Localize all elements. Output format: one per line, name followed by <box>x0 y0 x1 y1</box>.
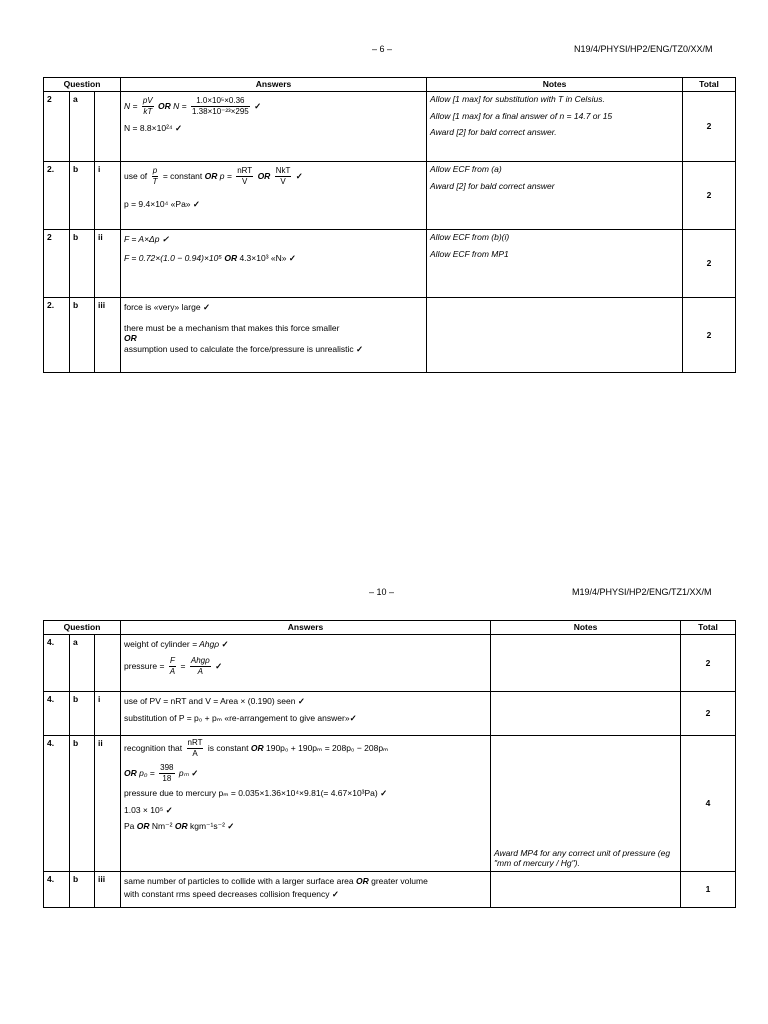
header-notes: Notes <box>427 78 683 92</box>
page-number: – 10 – <box>369 587 395 597</box>
check-mark-icon: ✓ <box>254 100 262 111</box>
question-subpart <box>95 92 121 162</box>
notes-cell: Allow [1 max] for substitution with T in Celsius. Allow [1 max] for a final answer of n = 14.7 or 15 Award [2] for bald correct answer. <box>427 92 683 162</box>
fraction: $\frac{\text{1.0×10⁵×0.36}}{\text{1.38×10⁻²³×295}}$ <box>192 96 249 116</box>
header-answers: Answers <box>121 78 427 92</box>
question-number: 4. <box>44 872 70 908</box>
total-marks: 2 <box>681 635 736 692</box>
notes-cell <box>491 635 681 692</box>
check-mark-icon: ✓ <box>191 767 199 778</box>
check-mark-icon: ✓ <box>161 234 169 244</box>
table-row <box>44 162 736 230</box>
table-row <box>44 736 736 872</box>
check-mark-icon: ✓ <box>202 302 211 312</box>
table-row <box>44 298 736 373</box>
total-marks: 2 <box>681 692 736 736</box>
table-row <box>44 872 736 908</box>
check-mark-icon: ✓ <box>165 804 173 815</box>
question-part: b <box>70 230 95 298</box>
question-subpart: iii <box>95 298 121 373</box>
question-subpart: ii <box>95 230 121 298</box>
notes-cell <box>427 298 683 373</box>
answer-cell: N = $\frac{pV}{kT}$ OR N = $\frac{\text{1.0×10⁵×0.36}}{\text{1.38×10⁻²³×295}}$ ✓ N = 8.8×10²⁴ ✓ <box>121 92 427 162</box>
header-total: Total <box>683 78 736 92</box>
notes-cell: Allow ECF from (a) Award [2] for bald correct answer <box>427 162 683 230</box>
fraction: $\frac{\text{Ahgρ}}{A}$ <box>190 655 210 676</box>
question-number: 2. <box>44 162 70 230</box>
question-part: b <box>70 298 95 373</box>
question-part: b <box>70 692 95 736</box>
header-notes: Notes <box>491 621 681 635</box>
fraction: $\frac{\text{NkT}}{V}$ <box>275 166 291 186</box>
check-mark-icon: ✓ <box>295 170 303 181</box>
header-question: Question <box>44 621 121 635</box>
answer-cell: recognition that $\frac{\text{nRT}}{A}$ is constant OR 190p₀ + 190pₘ = 208p₀ − 208pₘ OR p₀ = $\frac{398}{18}$ pₘ ✓ pressure due to mercury pₘ = 0.035×1.36×10⁴×9.81(= 4.67×10³Pa) ✓ 1.03 × 10⁵ ✓ Pa OR Nm⁻² OR kgm⁻¹s⁻² ✓ <box>121 736 491 872</box>
table-row <box>44 635 736 692</box>
markscheme-table-1 <box>43 77 736 373</box>
question-subpart: i <box>95 692 121 736</box>
check-mark-icon: ✓ <box>297 696 305 706</box>
total-marks: 2 <box>683 162 736 230</box>
question-number: 4. <box>44 635 70 692</box>
notes-cell <box>491 872 681 908</box>
header-answers: Answers <box>121 621 491 635</box>
answer-cell: use of PV = nRT and V = Area × (0.190) seen ✓ substitution of P = p₀ + pₘ «re-arrangement to give answer»✓ <box>121 692 491 736</box>
check-mark-icon: ✓ <box>349 712 357 723</box>
table-row <box>44 92 736 162</box>
question-number: 2 <box>44 92 70 162</box>
page-number: – 6 – <box>372 44 393 54</box>
question-number: 4. <box>44 692 70 736</box>
question-subpart: ii <box>95 736 121 872</box>
question-part: b <box>70 162 95 230</box>
total-marks: 2 <box>683 298 736 373</box>
notes-cell: Award MP4 for any correct unit of pressure (eg "mm of mercury / Hg"). <box>491 736 681 872</box>
question-number: 4. <box>44 736 70 872</box>
check-mark-icon: ✓ <box>221 639 229 649</box>
check-mark-icon: ✓ <box>227 821 235 832</box>
question-part: a <box>70 635 95 692</box>
check-mark-icon: ✓ <box>174 123 183 133</box>
answer-cell: same number of particles to collide with a larger surface area OR greater volume with constant rms speed decreases collision frequency ✓ <box>121 872 491 908</box>
question-part: a <box>70 92 95 162</box>
fraction: $\frac{398}{18}$ <box>160 763 174 783</box>
notes-cell <box>491 692 681 736</box>
fraction: $\frac{\text{nRT}}{V}$ <box>237 166 253 186</box>
paper-code: M19/4/PHYSI/HP2/ENG/TZ1/XX/M <box>572 587 712 597</box>
table-row <box>44 230 736 298</box>
fraction: $\frac{\text{nRT}}{A}$ <box>187 738 203 758</box>
paper-code: N19/4/PHYSI/HP2/ENG/TZ0/XX/M <box>574 44 713 54</box>
check-mark-icon: ✓ <box>331 888 340 899</box>
question-subpart: iii <box>95 872 121 908</box>
answer-cell: force is «very» large ✓ there must be a mechanism that makes this force smaller OR assumption used to calculate the force/pressure is unrealistic ✓ <box>121 298 427 373</box>
question-part: b <box>70 736 95 872</box>
question-subpart: i <box>95 162 121 230</box>
question-number: 2 <box>44 230 70 298</box>
check-mark-icon: ✓ <box>356 343 364 354</box>
check-mark-icon: ✓ <box>215 660 223 671</box>
header-question: Question <box>44 78 121 92</box>
fraction: $\frac{p}{T}$ <box>152 166 158 186</box>
markscheme-table-2 <box>43 620 736 908</box>
check-mark-icon: ✓ <box>288 252 296 263</box>
total-marks: 2 <box>683 92 736 162</box>
answer-cell: use of $\frac{p}{T}$ = constant OR p = $\frac{\text{nRT}}{V}$ OR $\frac{\text{NkT}}{V}$ ✓ p = 9.4×10⁴ «Pa» ✓ <box>121 162 427 230</box>
total-marks: 1 <box>681 872 736 908</box>
table-row <box>44 692 736 736</box>
check-mark-icon: ✓ <box>192 199 201 209</box>
answer-cell: weight of cylinder = Ahgρ ✓ pressure = $\frac{F}{A}$ = $\frac{\text{Ahgρ}}{A}$ ✓ <box>121 635 491 692</box>
fraction: $\frac{pV}{kT}$ <box>142 96 153 116</box>
check-mark-icon: ✓ <box>380 788 388 798</box>
question-subpart <box>95 635 121 692</box>
total-marks: 4 <box>681 736 736 872</box>
fraction: $\frac{F}{A}$ <box>169 655 176 676</box>
notes-cell: Allow ECF from (b)(i) Allow ECF from MP1 <box>427 230 683 298</box>
question-part: b <box>70 872 95 908</box>
question-number: 2. <box>44 298 70 373</box>
header-total: Total <box>681 621 736 635</box>
answer-cell: F = A×Δp ✓ F = 0.72×(1.0 − 0.94)×10⁵ OR 4.3×10³ «N» ✓ <box>121 230 427 298</box>
total-marks: 2 <box>683 230 736 298</box>
